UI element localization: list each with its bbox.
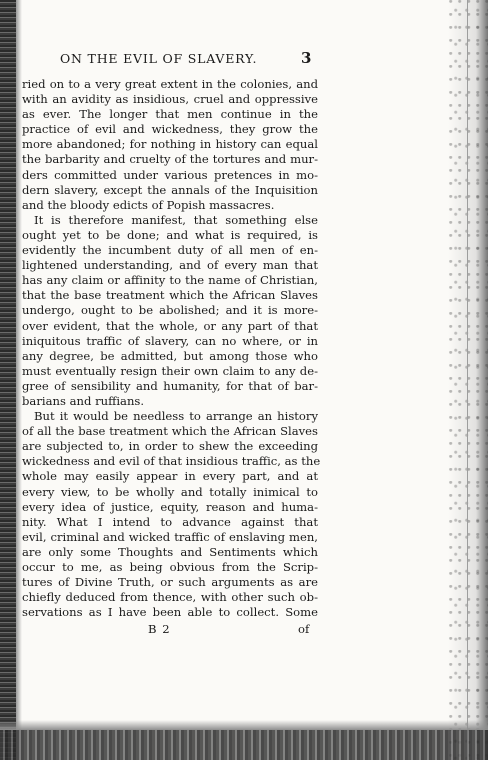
text-line: with an avidity as insidious, cruel and oppressive (22, 92, 318, 107)
text-line: servations as I have been able to collect. Some (22, 605, 318, 620)
text-line: evil, criminal and wicked traffic of enslaving men, (22, 529, 318, 544)
text-line: over evident, that the whole, or any part of that (22, 318, 318, 333)
text-line: every idea of justice, equity, reason and huma- (22, 499, 318, 514)
text-line: whole may easily appear in every part, and at (22, 469, 318, 484)
text-line: has any claim or affinity to the name of Christian, (22, 273, 318, 288)
text-line: more abandoned; for nothing in history can equal (22, 137, 318, 152)
text-line: It is therefore manifest, that something else (34, 212, 318, 227)
signature-mark: B 2 (148, 622, 171, 636)
text-line: occur to me, as being obvious from the Scrip- (22, 560, 318, 574)
body-text (22, 77, 321, 620)
page-edge-line (467, 0, 468, 760)
text-line: evidently the incumbent duty of all men of en- (22, 243, 318, 258)
binding-gutter (0, 0, 16, 760)
text-line: every view, to be wholly and totally inimical to (22, 484, 318, 499)
text-line: But it would be needless to arrange an history (34, 409, 318, 424)
text-line: the barbarity and cruelty of the tortures and mur- (22, 152, 318, 167)
page-right-edge (448, 0, 488, 760)
text-line: as ever. The longer that men continue in the (22, 107, 318, 122)
text-line: lightened understanding, and of every man that (22, 258, 318, 273)
text-line: dern slavery, except the annals of the Inquisition (22, 182, 318, 197)
text-line: ought yet to be done; and what is required, is (22, 227, 318, 242)
text-line: wickedness and evil of that insidious traffic, as the (22, 454, 321, 469)
text-line: gree of sensibility and humanity, for that of bar- (22, 378, 318, 393)
text-line: undergo, ought to be abolished; and it is more- (22, 303, 318, 318)
page-number: 3 (301, 49, 312, 67)
running-head: ON THE EVIL OF SLAVERY. (60, 51, 258, 66)
catchword: of (298, 622, 310, 636)
text-line: that the base treatment which the African Slaves (22, 288, 318, 303)
text-line: nity. What I intend to advance against that (22, 514, 318, 529)
text-line: and the bloody edicts of Popish massacres. (22, 197, 275, 212)
text-line: are only some Thoughts and Sentiments which (22, 544, 318, 559)
text-line: iniquitous traffic of slavery, can no where, or in (22, 333, 318, 348)
page-bottom-edge (0, 730, 488, 760)
text-line: practice of evil and wickedness, they grow the (22, 122, 318, 137)
text-line: of all the base treatment which the African Slaves (22, 424, 318, 439)
text-line: ders committed under various pretences in mo- (22, 167, 318, 182)
text-line: barians and ruffians. (22, 393, 145, 408)
text-line: are subjected to, in order to shew the exceeding (22, 439, 318, 454)
text-line: must eventually resign their own claim to any de- (22, 363, 318, 378)
text-line: tures of Divine Truth, or such arguments as are (22, 575, 318, 590)
text-line: any degree, be admitted, but among those who (22, 348, 318, 363)
bottom-shadow (0, 720, 488, 730)
text-line: chiefly deduced from thence, with other such ob- (22, 590, 318, 605)
text-line: ried on to a very great extent in the colonies, and (22, 77, 318, 91)
